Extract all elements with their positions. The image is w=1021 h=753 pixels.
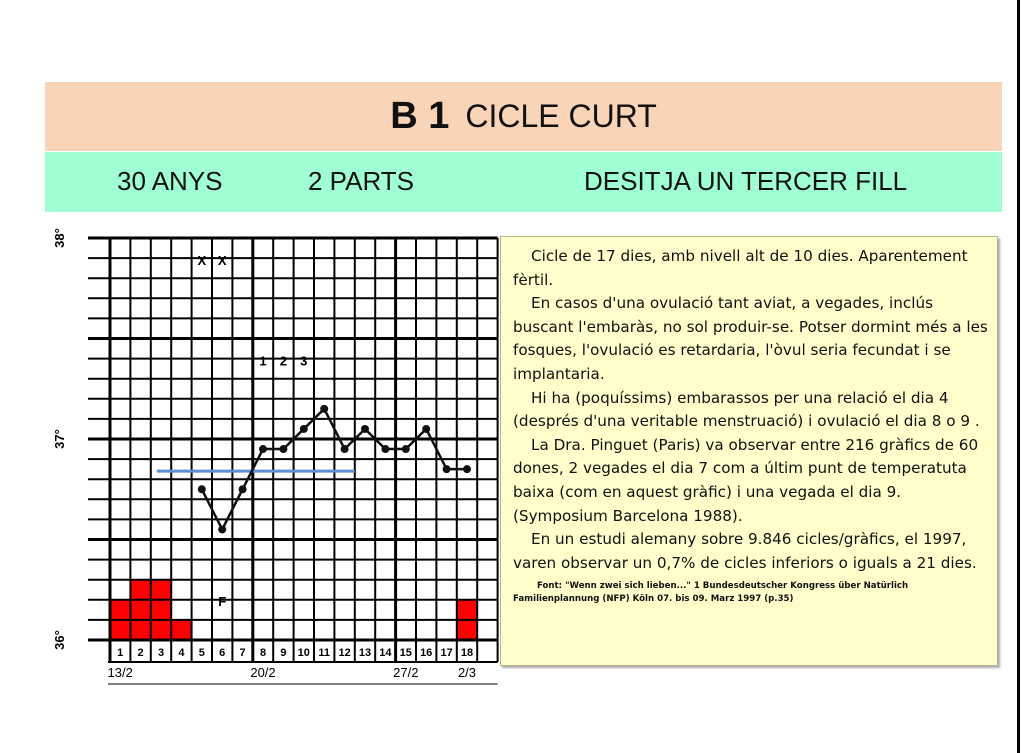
menstruation-cell	[130, 600, 150, 620]
menstruation-cell	[457, 620, 477, 640]
note-paragraph: En casos d'una ovulació tant aviat, a vegades, inclús buscant l'embaràs, no sol produir-se. Potser dormint més a les fosques, l'ovulació es retardaria, l'òvul seria fecundat i se implantaria.	[513, 294, 988, 383]
temperature-point	[320, 405, 328, 413]
temperature-point	[422, 425, 430, 433]
count-label: 1	[259, 353, 267, 369]
age-label: 30 ANYS	[117, 166, 223, 196]
day-label: 10	[297, 647, 310, 659]
temperature-point	[361, 425, 369, 433]
count-label: 2	[279, 353, 288, 369]
temperature-point	[341, 445, 349, 453]
menstruation-cell	[151, 620, 171, 640]
intercourse-mark: X	[217, 253, 227, 269]
note-paragraph: Hi ha (poquíssims) embarassos per una relació el dia 4 (després d'una veritable menstruació) i ovulació el dia 8 o 9 .	[513, 388, 980, 431]
day-label: 15	[399, 647, 412, 659]
menstruation-cell	[110, 600, 130, 620]
day-label: 2	[137, 647, 144, 659]
day-label: 14	[379, 647, 392, 659]
menstruation-cell	[171, 620, 191, 640]
mucus-mark: F	[218, 593, 227, 609]
day-label: 9	[280, 647, 287, 659]
note-paragraph: Cicle de 17 dies, amb nivell alt de 10 dies. Aparentement fèrtil.	[513, 247, 968, 289]
day-label: 11	[318, 647, 331, 659]
subtitle-band	[45, 152, 1002, 212]
temperature-point	[259, 445, 267, 453]
note-paragraph: En un estudi alemany sobre 9.846 cicles/gràfics, el 1997, varen observar un 0,7% de cicles inferiors o iguals a 21 dies.	[513, 530, 977, 572]
title-band	[45, 82, 1002, 151]
day-label: 13	[358, 647, 372, 659]
wish-label: DESITJA UN TERCER FILL	[584, 166, 908, 196]
day-label: 3	[157, 647, 165, 659]
date-label: 27/2	[393, 665, 419, 680]
day-label: 16	[420, 647, 433, 659]
day-label: 5	[198, 647, 205, 659]
temperature-point	[381, 445, 389, 453]
y-tick-label: 37°	[52, 429, 67, 449]
right-border-line	[1017, 0, 1020, 753]
menstruation-cell	[130, 620, 150, 640]
count-label: 3	[300, 353, 308, 369]
day-label: 4	[178, 647, 185, 659]
explanation-note	[500, 236, 998, 666]
temperature-point	[300, 425, 308, 433]
day-label: 6	[219, 647, 226, 659]
day-label: 12	[338, 647, 351, 659]
day-label: 7	[239, 647, 246, 659]
day-label: 8	[259, 647, 267, 659]
menstruation-cell	[130, 580, 150, 600]
intercourse-mark: X	[197, 253, 207, 269]
temperature-point	[239, 485, 247, 493]
menstruation-cell	[457, 600, 477, 620]
note-paragraph: La Dra. Pinguet (Paris) va observar entre 216 gràfics de 60 dones, 2 vegades el dia 7 com a últim punt de temperatuta baixa (com en aquest gràfic) i una vegada el dia 9. (Symposium Barcelona 1988).	[513, 435, 979, 525]
source-citation: Font: "Wenn zwei sich lieben..." 1 Bundesdeutscher Kongress über Natürlich Familienplannung (NFP) Köln 07. bis 09. Marz 1997 (p.35)	[513, 581, 909, 605]
temperature-point	[463, 465, 471, 473]
temperature-point	[279, 445, 287, 453]
temperature-point	[198, 485, 206, 493]
temperature-point	[402, 445, 410, 453]
chart-code: B 1	[390, 95, 450, 137]
menstruation-cell	[151, 600, 171, 620]
date-label: 2/3	[457, 665, 477, 680]
day-label: 18	[460, 647, 474, 659]
day-label: 1	[117, 647, 124, 659]
date-label: 13/2	[107, 665, 133, 680]
date-label: 20/2	[250, 665, 276, 680]
births-label: 2 PARTS	[308, 166, 414, 196]
temperature-point	[218, 525, 226, 533]
temperature-point	[443, 465, 451, 473]
y-tick-label: 38°	[52, 228, 67, 248]
y-tick-label: 36°	[52, 630, 67, 650]
chart-title: CICLE CURT	[465, 98, 657, 134]
menstruation-cell	[151, 580, 171, 600]
day-label: 17	[440, 647, 453, 659]
menstruation-cell	[110, 620, 130, 640]
